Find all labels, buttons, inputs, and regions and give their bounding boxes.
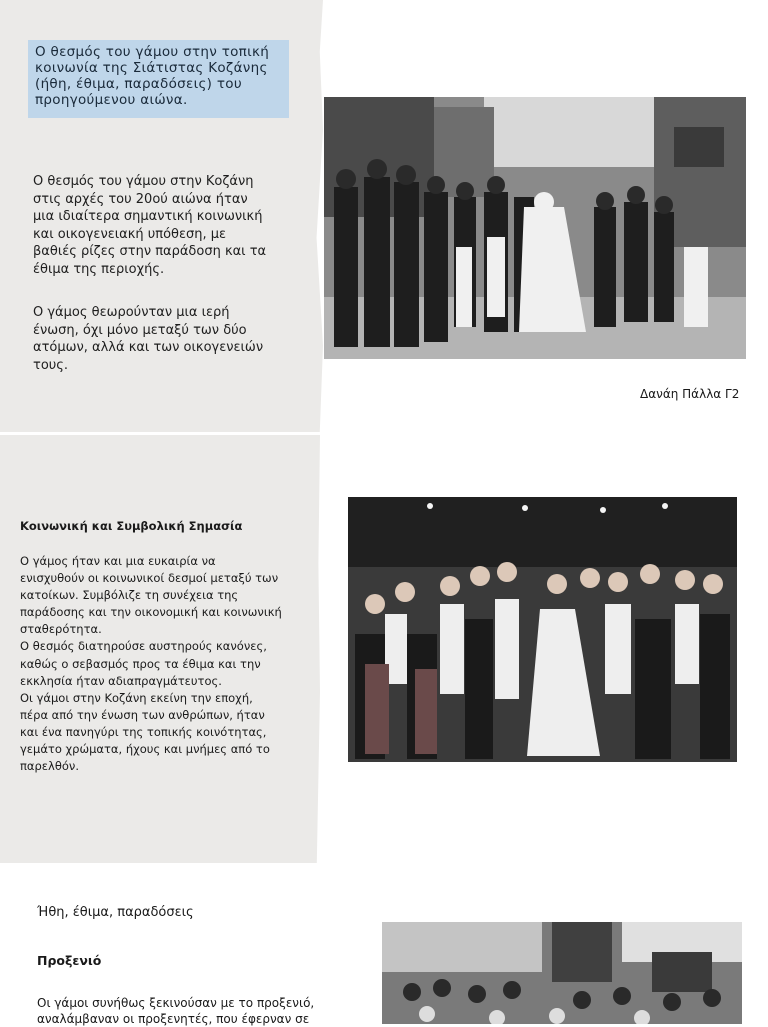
village-crowd-photo [382,922,742,1024]
traditional-costume-group-photo [345,494,740,765]
photo-caption-author: Δανάη Πάλλα Γ2 [640,387,740,401]
customs-section-text: Οι γάμοι συνήθως ξεκινούσαν με το προξενιό, αναλάμβαναν οι προξενητές, που έφερναν σε [37,996,315,1026]
customs-section-title: Ήθη, έθιμα, παραδόσεις [37,905,194,920]
intro-paragraph-2: Ο γάμος θεωρούνταν μια ιερή ένωση, όχι μόνο μεταξύ των δύο ατόμων, αλλά και των οικογενειών τους. [33,305,264,373]
wedding-procession-photo [324,97,746,359]
customs-subheading-proxenio: Προξενιό [37,953,102,968]
intro-paragraph-1: Ο θεσμός του γάμου στην Κοζάνη στις αρχές του 20ού αιώνα ήταν μια ιδιαίτερα σημαντική κοινωνική και οικογενειακή υπόθεση, με βαθιές ρίζες στην παράδοση και τα έθιμα της περιοχής. [33,174,267,277]
page-title: Ο θεσμός του γάμου στην τοπική κοινωνία της Σιάτιστας Κοζάνης (ήθη, έθιμα, παραδόσεις) του προηγούμενου αιώνα. [28,40,289,118]
social-section-text: Ο γάμος ήταν και μια ευκαιρία να ενισχυθούν οι κοινωνικοί δεσμοί μεταξύ των κατοίκων. Συμβόλιζε τη συνέχεια της παράδοσης και την οικονομική και κοινωνική σταθερότητα. Ο θεσμός διατηρούσε αυστηρούς κανόνες, καθώς ο σεβασμός προς τα έθιμα και την εκκλησία ήταν αδιαπραγμάτευτος. Οι γάμοι στην Κοζάνη εκείνη την εποχή, πέρα από την ένωση των ανθρώπων, ήταν και ένα πανηγύρι της τοπικής κοινότητας, γεμάτο χρώματα, ήχους και μνήμες από το παρελθόν. [20,554,282,774]
social-section-heading: Κοινωνική και Συμβολική Σημασία [20,519,243,533]
